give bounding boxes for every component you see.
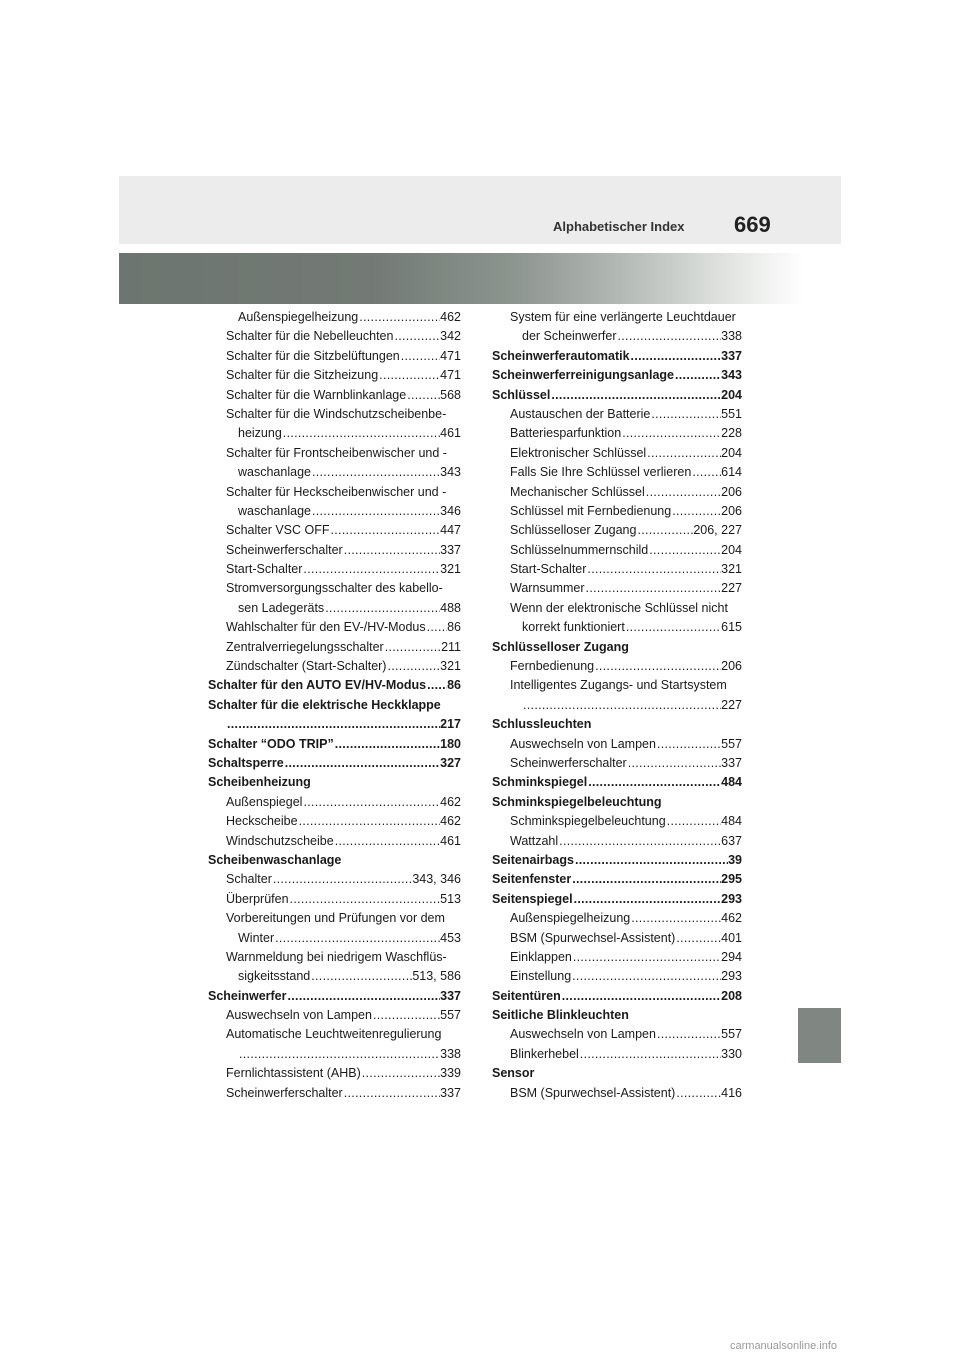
index-entry (208, 308, 461, 327)
index-entry (492, 424, 742, 443)
index-entry-label: Seitentüren (492, 988, 561, 1003)
index-entry-page: 206 (721, 484, 742, 499)
index-entry-label: Heckscheibe (226, 814, 298, 829)
index-entry-label: waschanlage (238, 465, 311, 480)
dot-leader (574, 851, 728, 870)
index-entry (208, 1025, 461, 1044)
index-entry-label: Wahlschalter für den EV-/HV-Modus (226, 620, 426, 635)
dot-leader (579, 1045, 721, 1064)
index-entry-page: 337 (721, 755, 742, 770)
index-entry (492, 987, 742, 1006)
index-entry-label: Schalter “ODO TRIP” (208, 736, 334, 751)
index-entry (492, 618, 742, 637)
dot-leader (361, 1064, 440, 1083)
index-entry (492, 599, 742, 618)
dot-leader (522, 696, 721, 715)
dot-leader (324, 599, 440, 618)
index-entry-page: 343, 346 (412, 872, 461, 887)
index-entry (492, 483, 742, 502)
index-entry-page: 204 (721, 445, 742, 460)
index-entry-label: Schminkspiegel (492, 775, 588, 790)
index-entry (208, 347, 461, 366)
dot-leader (648, 541, 721, 560)
dot-leader (238, 1045, 440, 1064)
index-entry-page: 204 (721, 542, 742, 557)
index-entry-page: 346 (440, 503, 461, 518)
index-entry-label: sen Ladegeräts (238, 600, 325, 615)
index-entry-page: 337 (440, 542, 461, 557)
index-entry (492, 1084, 742, 1103)
index-entry-page: 461 (440, 426, 461, 441)
index-entry-label: Auswechseln von Lampen (510, 736, 656, 751)
dot-leader (274, 929, 440, 948)
dot-leader (571, 967, 721, 986)
index-entry-label: Scheibenwaschanlage (208, 852, 342, 867)
index-entry (492, 715, 742, 734)
index-column-right (492, 308, 742, 1103)
index-entry-page: 513, 586 (412, 969, 461, 984)
index-entry-page: 471 (440, 368, 461, 383)
index-entry (492, 560, 742, 579)
dot-leader (675, 929, 721, 948)
index-entry (208, 987, 461, 1006)
index-entry-label: Schminkspiegelbeleuchtung (510, 814, 666, 829)
index-entry (208, 327, 461, 346)
index-entry (208, 483, 461, 502)
dot-leader (646, 444, 721, 463)
index-entry (208, 851, 461, 870)
dot-leader (586, 560, 721, 579)
header-band (119, 176, 841, 244)
index-entry-page: 86 (447, 678, 461, 693)
index-entry (208, 967, 461, 986)
chapter-tab (798, 1008, 841, 1063)
index-entry-label: Schlüssel mit Fernbedienung (510, 503, 672, 518)
index-entry-page: 295 (721, 872, 742, 887)
index-entry-page: 462 (440, 794, 461, 809)
index-entry-label: Schalter für die Nebelleuchten (226, 329, 394, 344)
dot-leader (372, 1006, 440, 1025)
index-entry (208, 696, 461, 715)
dot-leader (573, 890, 722, 909)
index-entry-label: Scheinwerferschalter (510, 755, 627, 770)
index-entry (208, 715, 461, 734)
dot-leader (226, 715, 440, 734)
index-entry-page: 551 (721, 406, 742, 421)
index-entry-page: 462 (721, 911, 742, 926)
index-entry-page: 204 (721, 387, 742, 402)
dot-leader (630, 347, 722, 366)
index-entry-page: 615 (721, 620, 742, 635)
index-entry-page: 557 (721, 736, 742, 751)
index-entry (492, 327, 742, 346)
dot-leader (400, 347, 440, 366)
index-entry-page: 293 (721, 969, 742, 984)
index-entry (492, 890, 742, 909)
index-entry (492, 521, 742, 540)
dot-leader (572, 948, 721, 967)
index-entry (492, 1064, 742, 1083)
index-entry (492, 696, 742, 715)
dot-leader (426, 618, 447, 637)
index-entry (492, 463, 742, 482)
index-entry (492, 773, 742, 792)
index-entry-label: Warnmeldung bei niedrigem Waschflüs- (226, 949, 447, 964)
dot-leader (378, 366, 440, 385)
index-entry-label: Blinkerhebel (510, 1046, 579, 1061)
index-entry (208, 502, 461, 521)
index-entry-page: 294 (721, 949, 742, 964)
index-entry-label: BSM (Spurwechsel-Assistent) (510, 1085, 676, 1100)
index-entry-page: 321 (721, 562, 742, 577)
dot-leader (282, 424, 440, 443)
dot-leader (645, 483, 721, 502)
index-entry-label: Zentralverriegelungsschalter (226, 639, 384, 654)
index-entry-label: Winter (238, 930, 275, 945)
index-entry-label: Auswechseln von Lampen (510, 1027, 656, 1042)
index-entry (208, 929, 461, 948)
index-entry (208, 754, 461, 773)
index-entry-page: 447 (440, 523, 461, 538)
index-entry (492, 812, 742, 831)
index-entry-page: 208 (721, 988, 742, 1003)
dot-leader (675, 1084, 721, 1103)
index-entry (208, 1006, 461, 1025)
index-entry-page: 227 (721, 697, 742, 712)
index-entry-label: korrekt funktioniert (522, 620, 625, 635)
index-entry-page: 86 (447, 620, 461, 635)
index-entry-page: 471 (440, 348, 461, 363)
index-entry (492, 579, 742, 598)
dot-leader (617, 327, 722, 346)
index-entry-label: Fernlichtassistent (AHB) (226, 1066, 361, 1081)
index-entry-label: Elektronischer Schlüssel (510, 445, 647, 460)
index-entry (492, 541, 742, 560)
index-entry (208, 618, 461, 637)
dot-leader (630, 909, 721, 928)
index-entry (492, 832, 742, 851)
dot-leader (334, 735, 440, 754)
index-entry (208, 773, 461, 792)
index-entry-page: 39 (728, 852, 742, 867)
index-entry-label: Scheinwerferautomatik (492, 348, 630, 363)
index-entry-label: Schalter für Frontscheibenwischer und - (226, 445, 447, 460)
index-entry (492, 638, 742, 657)
index-entry-label: waschanlage (238, 503, 311, 518)
dot-leader (272, 870, 412, 889)
index-entry (208, 424, 461, 443)
index-entry-page: 401 (721, 930, 742, 945)
dot-leader (571, 870, 721, 889)
index-entry-label: Wattzahl (510, 833, 559, 848)
index-entry-label: Fernbedienung (510, 659, 595, 674)
index-entry-label: sigkeitsstand (238, 969, 311, 984)
index-entry-page: 217 (440, 717, 461, 732)
index-entry (208, 560, 461, 579)
index-entry-label: Start-Schalter (510, 562, 587, 577)
index-entry (492, 929, 742, 948)
index-entry (208, 638, 461, 657)
index-entry-label: Schalter für den AUTO EV/HV-Modus (208, 678, 427, 693)
index-entry-page: 321 (440, 562, 461, 577)
index-entry-label: der Scheinwerfer (522, 329, 617, 344)
index-entry-label: Seitenfenster (492, 872, 572, 887)
dot-leader (298, 812, 441, 831)
dot-leader (550, 386, 721, 405)
dot-leader (666, 812, 721, 831)
index-entry-label: Schlüsselnummernschild (510, 542, 649, 557)
index-entry (492, 1006, 742, 1025)
index-entry-label: Einklappen (510, 949, 572, 964)
index-entry-page: 343 (440, 465, 461, 480)
dot-leader (636, 521, 693, 540)
index-entry-page: 206, 227 (693, 523, 742, 538)
index-entry-page: 211 (441, 639, 461, 654)
index-entry (208, 793, 461, 812)
index-entry-page: 337 (721, 348, 742, 363)
index-entry-label: Schalter für die elektrische Heckklappe (208, 697, 441, 712)
index-entry-label: Batteriesparfunktion (510, 426, 622, 441)
dot-leader (311, 463, 440, 482)
index-entry-label: Falls Sie Ihre Schlüssel verlieren (510, 465, 692, 480)
index-entry (208, 890, 461, 909)
index-entry-label: Scheinwerferschalter (226, 1085, 343, 1100)
index-entry (208, 599, 461, 618)
index-entry (492, 851, 742, 870)
dot-leader (343, 541, 440, 560)
index-entry-page: 338 (440, 1046, 461, 1061)
dot-leader (691, 463, 721, 482)
index-entry (208, 386, 461, 405)
index-entry (208, 463, 461, 482)
index-entry-label: Einstellung (510, 969, 572, 984)
index-entry (492, 657, 742, 676)
index-entry-page: 339 (440, 1066, 461, 1081)
index-entry (492, 793, 742, 812)
index-entry-label: Schalter (226, 872, 272, 887)
index-entry-page: 614 (721, 465, 742, 480)
index-entry-page: 342 (440, 329, 461, 344)
index-entry (208, 948, 461, 967)
index-entry-label: Scheinwerferreinigungsanlage (492, 368, 674, 383)
index-entry-page: 557 (721, 1027, 742, 1042)
index-entry (208, 541, 461, 560)
watermark: carmanualsonline.info (730, 1340, 838, 1352)
index-entry-label: Scheinwerfer (208, 988, 287, 1003)
index-entry-label: Austauschen der Batterie (510, 406, 651, 421)
index-entry (492, 735, 742, 754)
dot-leader (674, 366, 721, 385)
index-entry-page: 327 (440, 755, 461, 770)
index-entry-label: BSM (Spurwechsel-Assistent) (510, 930, 676, 945)
index-entry (492, 347, 742, 366)
index-entry (208, 1045, 461, 1064)
index-entry-label: Außenspiegelheizung (238, 310, 359, 324)
index-entry-label: Schlüsselloser Zugang (510, 523, 637, 538)
index-entry-page: 453 (440, 930, 461, 945)
index-entry-page: 488 (440, 600, 461, 615)
index-entry-label: Wenn der elektronische Schlüssel nicht (510, 600, 728, 615)
index-entry-label: Automatische Leuchtweitenregulierung (226, 1027, 442, 1042)
dot-leader (627, 754, 721, 773)
index-entry (492, 444, 742, 463)
index-entry (208, 366, 461, 385)
index-entry (208, 405, 461, 424)
index-entry-label: Seitenspiegel (492, 891, 573, 906)
index-entry (208, 444, 461, 463)
index-entry-label: Scheinwerferschalter (226, 542, 343, 557)
index-entry-label: Scheibenheizung (208, 775, 311, 790)
dot-leader (311, 502, 440, 521)
index-entry-label: Außenspiegel (226, 794, 303, 809)
index-entry (492, 502, 742, 521)
index-entry-page: 462 (440, 310, 461, 324)
index-entry (492, 1045, 742, 1064)
index-entry-page: 484 (721, 814, 742, 829)
index-column-left (208, 308, 461, 1103)
index-entry-page: 180 (440, 736, 461, 751)
dot-leader (625, 618, 721, 637)
index-entry (208, 832, 461, 851)
index-entry (208, 521, 461, 540)
index-entry-page: 337 (440, 988, 461, 1003)
index-entry (492, 967, 742, 986)
dot-leader (561, 987, 721, 1006)
index-entry (492, 676, 742, 695)
index-entry (492, 1025, 742, 1044)
index-entry-page: 227 (721, 581, 742, 596)
index-entry-label: Mechanischer Schlüssel (510, 484, 645, 499)
index-entry-label: Seitliche Blinkleuchten (492, 1008, 629, 1023)
dot-leader (406, 386, 440, 405)
index-entry (208, 657, 461, 676)
index-entry-label: Seitenairbags (492, 852, 574, 867)
index-entry-page: 568 (440, 387, 461, 402)
index-entry (492, 308, 742, 327)
index-entry (208, 676, 461, 695)
dot-leader (358, 308, 440, 327)
dot-leader (384, 638, 441, 657)
dot-leader (621, 424, 721, 443)
index-entry-page: 337 (440, 1085, 461, 1100)
dot-leader (284, 754, 440, 773)
index-entry (492, 405, 742, 424)
index-entry-page: 557 (440, 1008, 461, 1023)
index-entry-page: 637 (721, 833, 742, 848)
index-entry-label: Schalter VSC OFF (226, 523, 330, 538)
dot-leader (585, 579, 722, 598)
index-entry (208, 812, 461, 831)
index-entry-page: 513 (440, 891, 461, 906)
dot-leader (310, 967, 412, 986)
index-entry (492, 948, 742, 967)
index-entry-page: 461 (440, 833, 461, 848)
dot-leader (386, 657, 440, 676)
dot-leader (330, 521, 441, 540)
dot-leader (302, 560, 440, 579)
index-entry-page: 206 (721, 503, 742, 518)
index-entry-page: 416 (721, 1085, 742, 1100)
dot-leader (289, 890, 441, 909)
dot-leader (334, 832, 440, 851)
index-entry-label: System für eine verlängerte Leuchtdauer (510, 310, 736, 324)
index-entry (208, 1064, 461, 1083)
index-entry-label: Intelligentes Zugangs- und Startsystem (510, 678, 727, 693)
index-entry-label: Auswechseln von Lampen (226, 1008, 372, 1023)
index-entry-page: 206 (721, 659, 742, 674)
index-entry (492, 909, 742, 928)
dot-leader (302, 793, 440, 812)
section-title: Alphabetischer Index (553, 219, 685, 234)
index-entry-label: Schalter für Heckscheibenwischer und - (226, 484, 447, 499)
dot-leader (393, 327, 440, 346)
index-entry-label: Überprüfen (226, 891, 289, 906)
index-entry (208, 579, 461, 598)
index-entry-label: Schlussleuchten (492, 717, 592, 732)
dot-leader (656, 735, 721, 754)
index-entry-label: Windschutzscheibe (226, 833, 334, 848)
index-entry-label: Schlüsselloser Zugang (492, 639, 629, 654)
index-entry (208, 909, 461, 928)
index-entry-label: Start-Schalter (226, 562, 303, 577)
decorative-gradient-band (119, 253, 841, 304)
dot-leader (343, 1084, 440, 1103)
index-entry-label: Zündschalter (Start-Schalter) (226, 659, 387, 674)
index-entry-page: 293 (721, 891, 742, 906)
index-entry-label: Schaltsperre (208, 755, 284, 770)
index-entry-page: 484 (721, 775, 742, 790)
index-entry-page: 343 (721, 368, 742, 383)
index-entry (208, 1084, 461, 1103)
index-entry-page: 330 (721, 1046, 742, 1061)
index-entry-page: 338 (721, 329, 742, 344)
index-entry-page: 228 (721, 426, 742, 441)
index-entry (492, 366, 742, 385)
index-entry (492, 386, 742, 405)
dot-leader (594, 657, 721, 676)
index-entry-label: Außenspiegelheizung (510, 911, 631, 926)
dot-leader (426, 676, 447, 695)
dot-leader (587, 773, 721, 792)
index-entry (492, 754, 742, 773)
page-number: 669 (734, 212, 771, 237)
dot-leader (656, 1025, 721, 1044)
index-entry-label: Stromversorgungsschalter des kabello- (226, 581, 443, 596)
index-entry-label: Schalter für die Warnblinkanlage (226, 387, 407, 402)
index-entry-page: 321 (440, 659, 461, 674)
index-entry-page: 462 (440, 814, 461, 829)
index-entry-label: Schminkspiegelbeleuchtung (492, 794, 662, 809)
index-entry (208, 870, 461, 889)
index-entry (492, 870, 742, 889)
index-entry (208, 735, 461, 754)
index-entry-label: Warnsummer (510, 581, 585, 596)
dot-leader (671, 502, 721, 521)
index-entry-label: Schlüssel (492, 387, 551, 402)
index-entry-label: heizung (238, 426, 282, 441)
index-entry-label: Schalter für die Windschutzscheibenbe- (226, 406, 447, 421)
index-entry-label: Vorbereitungen und Prüfungen vor dem (226, 911, 445, 926)
index-entry-label: Sensor (492, 1066, 535, 1081)
index-entry-label: Schalter für die Sitzbelüftungen (226, 348, 400, 363)
dot-leader (650, 405, 721, 424)
index-entry-label: Schalter für die Sitzheizung (226, 368, 379, 383)
dot-leader (287, 987, 441, 1006)
dot-leader (558, 832, 721, 851)
